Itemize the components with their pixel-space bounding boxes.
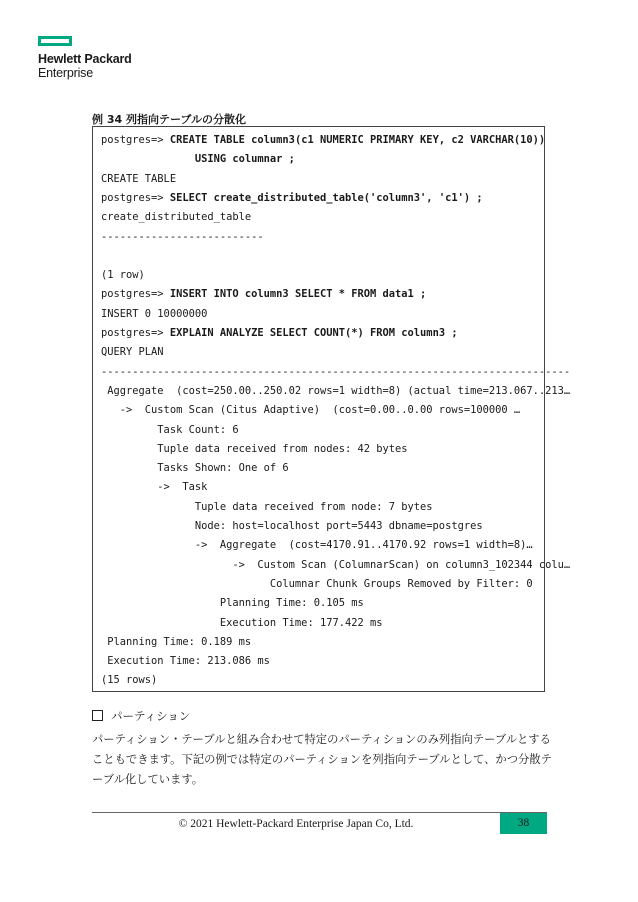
code-output-text: postgres=> [101,288,170,301]
code-line [101,519,483,533]
logo-text-line2: Enterprise [38,66,93,80]
logo-text-line1: Hewlett Packard [38,52,132,66]
code-line [101,461,289,475]
code-command-text: EXPLAIN ANALYZE SELECT COUNT(*) FROM column3 ; [169,327,458,339]
code-line [101,230,264,244]
code-output-text: Execution Time: 213.086 ms [101,655,270,668]
hpe-logo-mark [38,36,72,46]
code-line [101,538,533,552]
section-heading [92,708,190,724]
code-output-text: QUERY PLAN [101,346,164,359]
code-line [101,172,176,186]
code-output-text: -> Aggregate (cost=4170.91..4170.92 rows=1 width=8)… [101,539,533,552]
code-output-text: Tuple data received from nodes: 42 bytes [101,442,408,455]
code-output-text: (1 row) [101,269,145,282]
code-output-text: CREATE TABLE [101,172,177,185]
code-output-text: Tasks Shown: One of 6 [101,462,289,475]
code-line [101,365,570,379]
code-line [101,596,364,610]
code-line [101,577,533,591]
code-output-text: Columnar Chunk Groups Removed by Filter: 0 [101,577,533,590]
body-paragraph: パーティション・テーブルと組み合わせて特定のパーティションのみ列指向テーブルとすることもできます。下記の例では特定のパーティションを列指向テーブルとして、かつ分散テーブル化しています。 [92,733,552,786]
code-command-text: INSERT INTO column3 SELECT * FROM data1 ; [169,288,427,301]
code-output-text: (15 rows) [101,674,158,687]
footer-divider [92,812,547,813]
code-output-text: INSERT 0 10000000 [101,307,208,320]
code-line [101,558,570,572]
code-line [101,480,207,494]
code-line [101,307,207,321]
section-heading-text: パーティション [111,709,191,723]
bullet-box-icon [92,710,103,721]
code-output-text: Task Count: 6 [101,423,239,436]
code-line [101,442,408,456]
code-output-text: -> Custom Scan (ColumnarScan) on column3_102344 colu… [101,558,571,571]
code-output-text: postgres=> [101,191,170,204]
code-output-text: --------------------------------------------------------------------------- [101,365,571,378]
page-number: 38 [500,813,547,834]
code-output-text: Tuple data received from node: 7 bytes [101,500,433,513]
code-output-text: -> Task [101,481,208,494]
code-line [101,635,251,649]
code-line [101,210,251,224]
footer-copyright: © 2021 Hewlett-Packard Enterprise Japan Co, Ltd. [178,818,414,830]
code-command-text: SELECT create_distributed_table('column3', 'c1') ; [169,191,483,204]
code-line [101,191,483,205]
code-command-text: USING columnar ; [101,153,295,166]
code-line [101,403,520,417]
code-line [101,673,157,687]
code-command-text: CREATE TABLE column3(c1 NUMERIC PRIMARY KEY, c2 VARCHAR(10)) [169,134,546,146]
code-line [101,268,145,282]
code-output-text: -------------------------- [101,230,264,243]
code-output-text: Aggregate (cost=250.00..250.02 rows=1 width=8) (actual time=213.067..213… [101,384,571,397]
code-line [101,423,239,437]
code-output-text: Planning Time: 0.189 ms [101,635,252,648]
code-output-text: Planning Time: 0.105 ms [101,597,364,610]
code-line [101,133,545,147]
code-line [101,345,164,359]
code-line [101,500,433,514]
code-output-text: Execution Time: 177.422 ms [101,616,383,629]
code-line [101,654,270,668]
code-output-text: create_distributed_table [101,211,252,224]
code-line [101,384,570,398]
code-line [101,287,426,301]
code-output-text: postgres=> [101,134,170,146]
code-listing [92,126,571,692]
code-line [101,616,383,630]
code-output-text: -> Custom Scan (Citus Adaptive) (cost=0.00..0.00 rows=100000 … [101,404,521,417]
example-caption: 例 34 列指向テーブルの分散化 [92,113,246,126]
code-line [101,152,295,166]
hpe-logo [38,36,132,80]
code-line [101,326,458,340]
code-output-text: postgres=> [101,327,170,339]
code-output-text: Node: host=localhost port=5443 dbname=postgres [101,520,483,532]
